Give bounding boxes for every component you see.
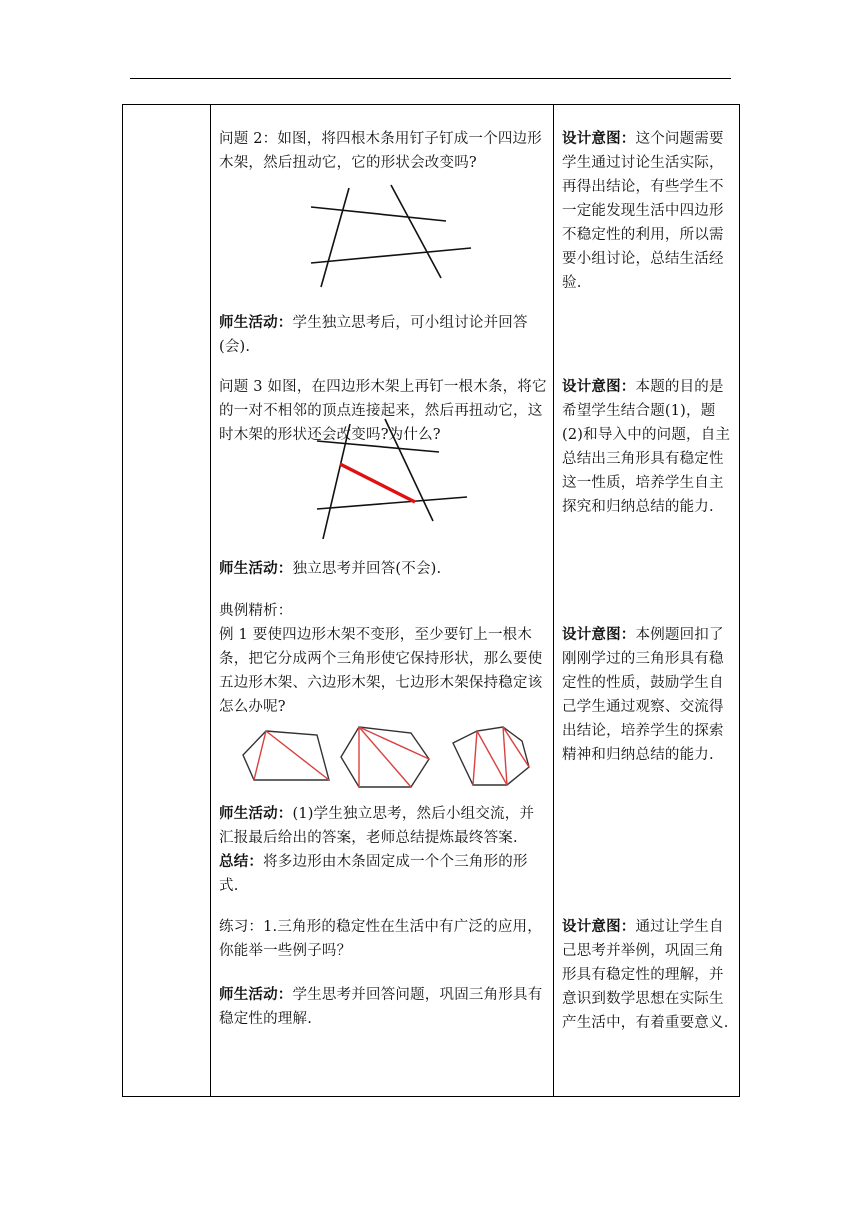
question-3-activity — [219, 557, 547, 581]
design-intent-column — [554, 105, 740, 1097]
activity-text: 学生思考并回答问题，巩固三角形具有稳定性的理解. — [219, 987, 543, 1027]
example-activity — [219, 802, 547, 898]
intent-text: 本例题回扣了刚刚学过的三角形具有稳定性的性质，鼓励学生自己学生通过观察、交流得出结论，培养学生的探索精神和归纳总结的能力. — [562, 627, 724, 763]
quadrilateral-frame-figure — [311, 185, 491, 285]
intent-q2 — [562, 127, 732, 295]
intent-q3 — [562, 375, 732, 519]
intent-label: 设计意图： — [562, 626, 636, 643]
question-3-text: 问题 3 如图，在四边形木架上再钉一根木条，将它的一对不相邻的顶点连接起来，然后再扭动它，这时木架的形状还会改变吗?为什么? — [219, 379, 547, 443]
question-2-text: 问题 2：如图，将四根木条用钉子钉成一个四边形木架，然后扭动它，它的形状会改变吗? — [219, 131, 542, 171]
hexagon-figure — [341, 727, 429, 787]
example-1-text: 例 1 要使四边形木架不变形，至少要钉上一根木条，把它分成两个三角形使它保持形状，那么要使五边形木架、六边形木架，七边形木架保持稳定该怎么办呢? — [219, 627, 543, 715]
activity-text: (1)学生独立思考，然后小组交流，并汇报最后给出的答案，老师总结提炼最终答案. — [219, 806, 535, 846]
intent-text: 通过让学生自己思考并举例，巩固三角形具有稳定性的理解，并意识到数学思想在实际生产生活中，有着重要意义. — [562, 919, 729, 1031]
activity-column — [211, 105, 554, 1097]
activity-label: 师生活动： — [219, 560, 293, 577]
diagonal-brace — [340, 464, 415, 502]
activity-label: 师生活动： — [219, 805, 293, 822]
practice — [219, 915, 547, 963]
intent-label: 设计意图： — [562, 918, 636, 935]
intent-example — [562, 623, 732, 767]
example-heading: 典例精析： — [219, 603, 293, 619]
summary-label: 总结： — [219, 853, 264, 870]
question-2 — [219, 127, 547, 175]
summary-text: 将多边形由木条固定成一个个三角形的形式. — [219, 854, 528, 894]
activity-text: 独立思考并回答(不会). — [292, 561, 442, 577]
intent-label: 设计意图： — [562, 130, 636, 147]
pentagon-figure — [243, 731, 329, 780]
practice-activity — [219, 983, 547, 1031]
activity-label: 师生活动： — [219, 314, 293, 331]
header-rule — [130, 78, 731, 79]
intent-label: 设计意图： — [562, 378, 636, 395]
intent-text: 本题的目的是希望学生结合题(1)，题(2)和导入中的问题，自主总结出三角形具有稳定性这一性质，培养学生自主探究和归纳总结的能力. — [562, 379, 731, 515]
example-heading-block — [219, 599, 547, 623]
activity-text: 学生独立思考后，可小组讨论并回答(会). — [219, 315, 528, 355]
intent-practice — [562, 915, 732, 1035]
question-2-activity — [219, 311, 547, 359]
lesson-table — [122, 104, 740, 1097]
example-1 — [219, 623, 547, 719]
intent-text: 这个问题需要学生通过讨论生活实际，再得出结论，有些学生不一定能发现生活中四边形不稳定性的利用，所以需要小组讨论，总结生活经验. — [562, 131, 724, 291]
polygon-triangulation-figure — [241, 723, 541, 793]
practice-text: 练习：1.三角形的稳定性在生活中有广泛的应用，你能举一些例子吗？ — [219, 919, 542, 959]
heptagon-figure — [453, 727, 529, 785]
activity-label: 师生活动： — [219, 986, 293, 1003]
braced-frame-figure — [317, 419, 497, 539]
stage-column — [123, 105, 211, 1097]
